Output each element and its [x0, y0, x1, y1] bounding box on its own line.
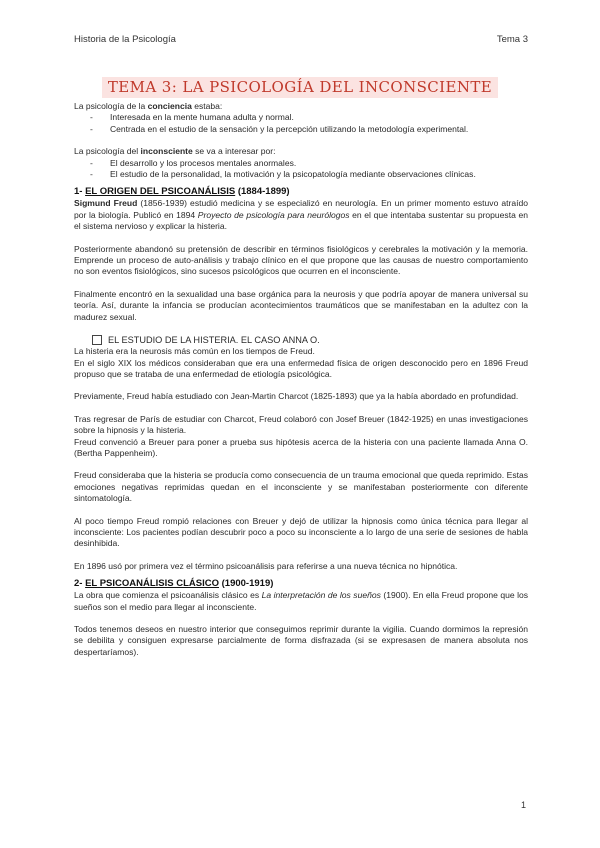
paragraph: La obra que comienza el psicoanálisis clásico es La interpretación de los sueños (1900). En ella Freud propone que los sueños son el medio para llegar al inconsciente.	[74, 590, 529, 612]
intro-conciencia: La psicología de la conciencia estaba:	[74, 101, 223, 111]
list-item: - El desarrollo y los procesos mentales anormales.	[74, 158, 528, 169]
checkbox-square-icon	[92, 335, 102, 345]
page-title: TEMA 3: LA PSICOLOGÍA DEL INCONSCIENTE	[102, 77, 498, 98]
intro-inconsciente-list	[74, 158, 528, 181]
paragraph: Sigmund Freud (1856-1939) estudió medicina y se especializó en neurología. En un primer momento estuvo atraído por la biología. Publicó en 1894 Proyecto de psicología para neurólogos en el que intentaba sustentar su propuesta en el sistema nervioso y explicar la histeria.	[74, 198, 529, 232]
intro-inconsciente: La psicología del inconsciente se va a interesar por:	[74, 146, 276, 157]
paragraph: Todos tenemos deseos en nuestro interior que conseguimos reprimir durante la vigilia. Cuando dormimos la represión se debilita y consiguen expresarse parcialmente de forma disfrazada (si se expresasen de manera absoluta nos despertaríamos).	[74, 624, 528, 657]
paragraph: Previamente, Freud había estudiado con Jean-Martin Charcot (1825-1893) que ya la había abordado en profundidad.	[74, 391, 519, 402]
paragraph: Posteriormente abandonó su pretensión de describir en términos fisiológicos y cerebrales la motivación y la memoria. Emprende un proceso de auto-análisis y trabajo clínico en el que propone que las causas de nuestro comportamiento no son eventos fisiológicos, sino sucesos psicológicos que ocurren en el inconsciente.	[74, 243, 528, 277]
paragraph: Tras regresar de París de estudiar con Charcot, Freud colaboró con Josef Breuer (1842-1925) en unas investigaciones sobre la hipnosis y la histeria.	[74, 413, 528, 436]
keyword-conciencia: conciencia	[147, 101, 192, 111]
keyword-inconsciente: inconsciente	[140, 146, 193, 157]
paragraph: La histeria era la neurosis más común en los tiempos de Freud.	[74, 346, 315, 357]
section-1-heading: 1- EL ORIGEN DEL PSICOANÁLISIS (1884-1899)	[74, 186, 290, 198]
list-item: - Interesada en la mente humana adulta y normal.	[74, 112, 528, 123]
paragraph: Al poco tiempo Freud rompió relaciones con Breuer y dejó de utilizar la hipnosis como única técnica para llegar al inconsciente: Los pacientes podían descubrir poco a poco su inconsciente a lo largo de una serie de sesiones de habla desinhibida.	[74, 515, 528, 549]
paragraph: En el siglo XIX los médicos consideraban que era una enfermedad física de origen desconocido pero en 1896 Freud propuso que se trataba de una enfermedad de etiología psicológica.	[74, 357, 528, 379]
paragraph: En 1896 usó por primera vez el término psicoanálisis para referirse a una nueva técnica no hipnótica.	[74, 560, 458, 571]
section-2-heading: 2- EL PSICOANÁLISIS CLÁSICO (1900-1919)	[74, 578, 274, 590]
intro-conciencia-list	[74, 112, 528, 135]
list-item: - Centrada en el estudio de la sensación y la percepción utilizando la metodología experimental.	[74, 124, 528, 135]
paragraph: Finalmente encontró en la sexualidad una base orgánica para la neurosis y que podría apoyar de manera universal su teoría. Así, durante la infancia se producían acontecimientos traumáticos que se manifestaban en la adultez con la madurez sexual.	[74, 288, 528, 322]
paragraph: Freud consideraba que la histeria se producía como consecuencia de un trauma emocional que queda reprimido. Estas emociones negativas reprimidas quedan en el inconsciente y se manifestaban posteriormente con diferente sintomatología.	[74, 470, 528, 504]
header-course-title: Historia de la Psicología	[74, 34, 176, 45]
subsection-histeria-heading: EL ESTUDIO DE LA HISTERIA. EL CASO ANNA O.	[74, 334, 528, 346]
header-topic: Tema 3	[496, 34, 528, 45]
page-number: 1	[520, 800, 526, 810]
document-body	[74, 101, 528, 658]
paragraph: Freud convenció a Breuer para poner a prueba sus hipótesis acerca de la histeria con una paciente llamada Anna O. (Bertha Pappenheim).	[74, 436, 528, 458]
page-title-wrapper	[0, 77, 600, 98]
list-item: - El estudio de la personalidad, la motivación y la psicopatología mediante observaciones clínicas.	[74, 169, 528, 180]
